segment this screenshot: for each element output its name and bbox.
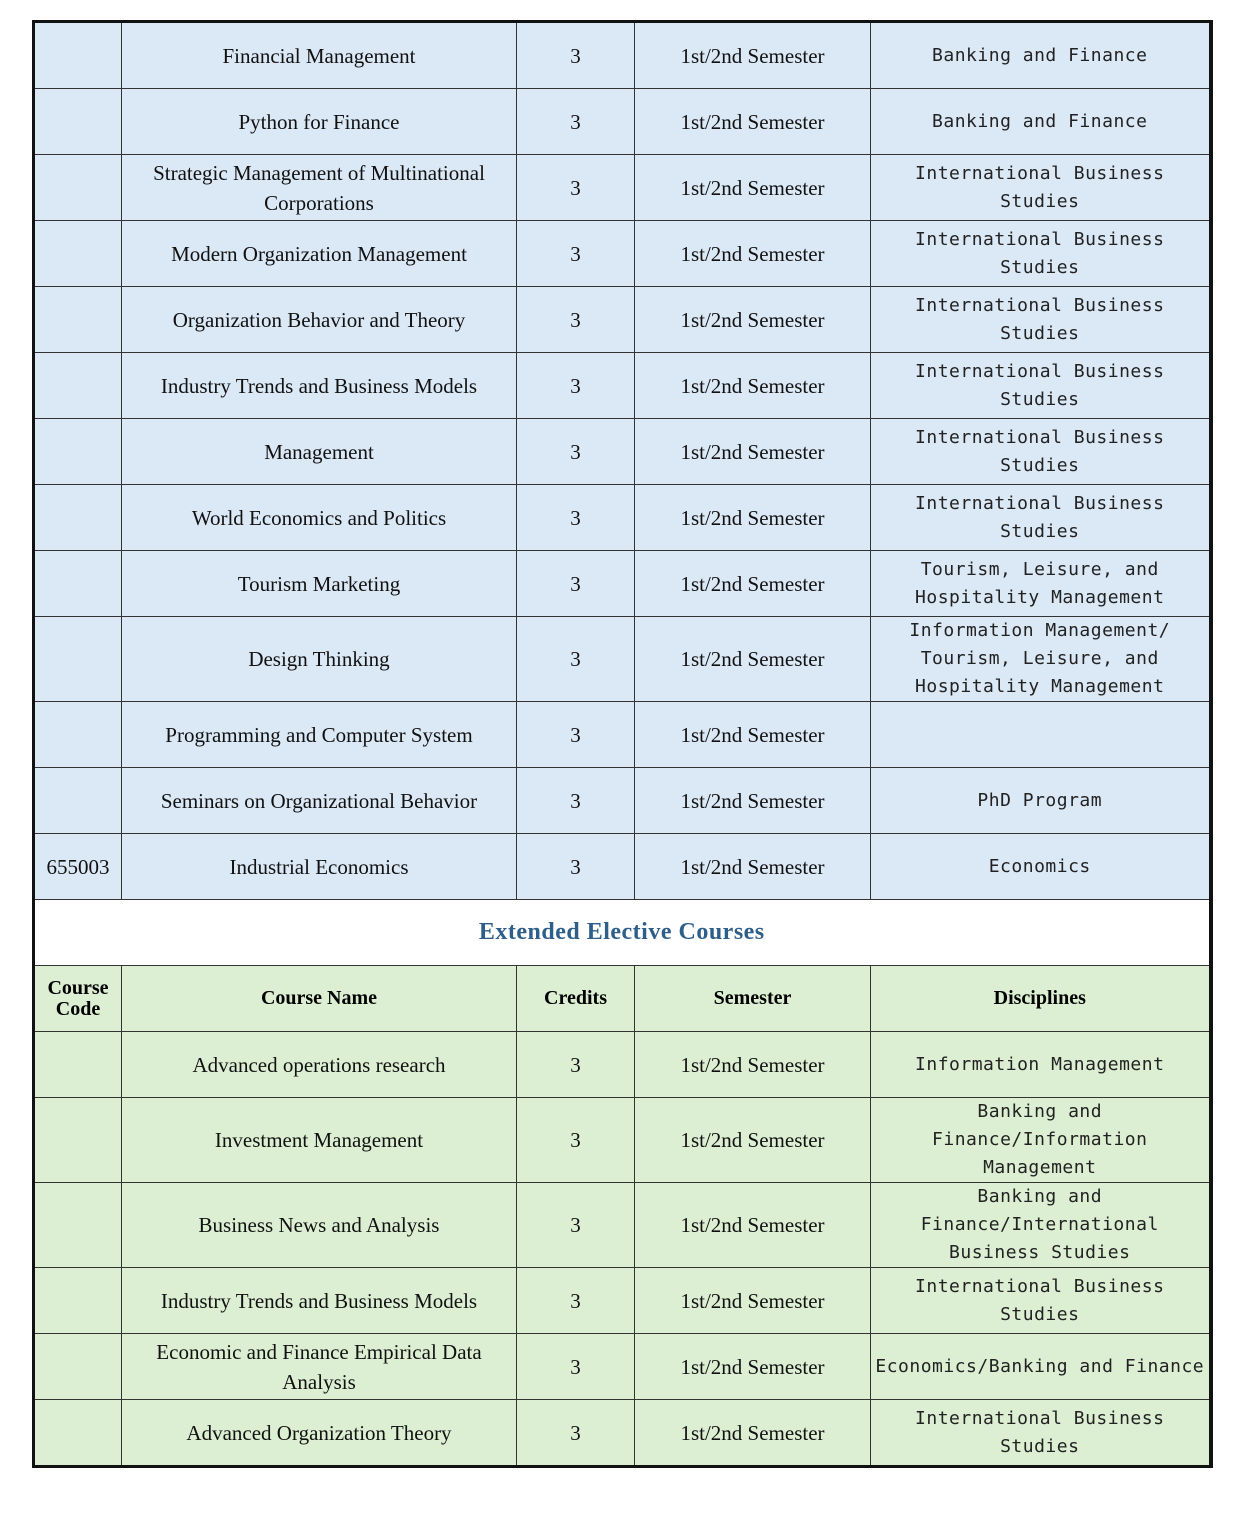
course-disciplines: Information Management bbox=[871, 1032, 1211, 1098]
course-disciplines: Information Management/ Tourism, Leisure, and Hospitality Management bbox=[871, 617, 1211, 702]
course-disciplines: International Business Studies bbox=[871, 353, 1211, 419]
course-name: Industrial Economics bbox=[122, 834, 517, 900]
course-name: Advanced operations research bbox=[122, 1032, 517, 1098]
course-credits: 3 bbox=[517, 1032, 635, 1098]
course-disciplines: Economics/Banking and Finance bbox=[871, 1334, 1211, 1400]
table-row bbox=[34, 1098, 1211, 1183]
course-name: Seminars on Organizational Behavior bbox=[122, 768, 517, 834]
course-name: Strategic Management of Multinational Corporations bbox=[122, 155, 517, 221]
course-credits: 3 bbox=[517, 1334, 635, 1400]
course-code bbox=[34, 155, 122, 221]
table-row bbox=[34, 834, 1211, 900]
course-semester: 1st/2nd Semester bbox=[635, 1268, 871, 1334]
course-semester: 1st/2nd Semester bbox=[635, 702, 871, 768]
course-semester: 1st/2nd Semester bbox=[635, 768, 871, 834]
table-row bbox=[34, 1183, 1211, 1268]
course-code bbox=[34, 768, 122, 834]
table-row bbox=[34, 1032, 1211, 1098]
course-credits: 3 bbox=[517, 768, 635, 834]
course-disciplines: International Business Studies bbox=[871, 485, 1211, 551]
course-credits: 3 bbox=[517, 1268, 635, 1334]
section-heading-row bbox=[34, 900, 1211, 966]
course-code bbox=[34, 89, 122, 155]
course-credits: 3 bbox=[517, 1400, 635, 1467]
course-name: Programming and Computer System bbox=[122, 702, 517, 768]
course-credits: 3 bbox=[517, 485, 635, 551]
course-credits: 3 bbox=[517, 353, 635, 419]
course-credits: 3 bbox=[517, 155, 635, 221]
course-code bbox=[34, 551, 122, 617]
course-credits: 3 bbox=[517, 834, 635, 900]
course-semester: 1st/2nd Semester bbox=[635, 155, 871, 221]
table-row bbox=[34, 1268, 1211, 1334]
course-semester: 1st/2nd Semester bbox=[635, 353, 871, 419]
course-code bbox=[34, 1268, 122, 1334]
course-code bbox=[34, 1183, 122, 1268]
header-credits: Credits bbox=[517, 966, 635, 1032]
course-name: Industry Trends and Business Models bbox=[122, 353, 517, 419]
table-row bbox=[34, 155, 1211, 221]
course-disciplines bbox=[871, 702, 1211, 768]
course-name: Advanced Organization Theory bbox=[122, 1400, 517, 1467]
course-name: Tourism Marketing bbox=[122, 551, 517, 617]
course-semester: 1st/2nd Semester bbox=[635, 221, 871, 287]
course-disciplines: International Business Studies bbox=[871, 287, 1211, 353]
course-semester: 1st/2nd Semester bbox=[635, 1334, 871, 1400]
table-row bbox=[34, 1334, 1211, 1400]
course-code bbox=[34, 287, 122, 353]
course-name: Economic and Finance Empirical Data Analysis bbox=[122, 1334, 517, 1400]
table-row bbox=[34, 89, 1211, 155]
course-semester: 1st/2nd Semester bbox=[635, 89, 871, 155]
course-disciplines: International Business Studies bbox=[871, 1400, 1211, 1467]
header-semester: Semester bbox=[635, 966, 871, 1032]
course-credits: 3 bbox=[517, 1183, 635, 1268]
course-code bbox=[34, 221, 122, 287]
table-row bbox=[34, 221, 1211, 287]
course-code bbox=[34, 485, 122, 551]
course-code bbox=[34, 1334, 122, 1400]
table-header-row bbox=[34, 966, 1211, 1032]
course-name: Financial Management bbox=[122, 22, 517, 89]
header-disciplines: Disciplines bbox=[871, 966, 1211, 1032]
course-name: Investment Management bbox=[122, 1098, 517, 1183]
course-semester: 1st/2nd Semester bbox=[635, 1032, 871, 1098]
table-row bbox=[34, 551, 1211, 617]
course-disciplines: Tourism, Leisure, and Hospitality Management bbox=[871, 551, 1211, 617]
course-semester: 1st/2nd Semester bbox=[635, 22, 871, 89]
header-course-code: Course Code bbox=[34, 966, 122, 1032]
course-code: 655003 bbox=[34, 834, 122, 900]
course-credits: 3 bbox=[517, 221, 635, 287]
course-disciplines: Banking and Finance bbox=[871, 89, 1211, 155]
course-semester: 1st/2nd Semester bbox=[635, 287, 871, 353]
course-name: Design Thinking bbox=[122, 617, 517, 702]
course-disciplines: Banking and Finance bbox=[871, 22, 1211, 89]
course-disciplines: International Business Studies bbox=[871, 1268, 1211, 1334]
course-code bbox=[34, 617, 122, 702]
course-code bbox=[34, 1098, 122, 1183]
course-credits: 3 bbox=[517, 1098, 635, 1183]
course-credits: 3 bbox=[517, 89, 635, 155]
course-name: World Economics and Politics bbox=[122, 485, 517, 551]
course-credits: 3 bbox=[517, 617, 635, 702]
table-row bbox=[34, 1400, 1211, 1467]
course-semester: 1st/2nd Semester bbox=[635, 1183, 871, 1268]
course-disciplines: Banking and Finance/Information Management bbox=[871, 1098, 1211, 1183]
course-code bbox=[34, 353, 122, 419]
course-semester: 1st/2nd Semester bbox=[635, 1098, 871, 1183]
table-row bbox=[34, 702, 1211, 768]
table-row bbox=[34, 617, 1211, 702]
course-disciplines: Banking and Finance/International Business Studies bbox=[871, 1183, 1211, 1268]
table-row bbox=[34, 287, 1211, 353]
course-credits: 3 bbox=[517, 702, 635, 768]
table-row bbox=[34, 353, 1211, 419]
section-title: Extended Elective Courses bbox=[34, 900, 1211, 966]
course-code bbox=[34, 1032, 122, 1098]
course-code bbox=[34, 1400, 122, 1467]
course-code bbox=[34, 702, 122, 768]
course-disciplines: International Business Studies bbox=[871, 419, 1211, 485]
course-name: Industry Trends and Business Models bbox=[122, 1268, 517, 1334]
course-credits: 3 bbox=[517, 22, 635, 89]
course-credits: 3 bbox=[517, 419, 635, 485]
course-credits: 3 bbox=[517, 551, 635, 617]
header-course-name: Course Name bbox=[122, 966, 517, 1032]
course-name: Management bbox=[122, 419, 517, 485]
course-credits: 3 bbox=[517, 287, 635, 353]
course-semester: 1st/2nd Semester bbox=[635, 617, 871, 702]
course-semester: 1st/2nd Semester bbox=[635, 485, 871, 551]
course-name: Organization Behavior and Theory bbox=[122, 287, 517, 353]
course-table bbox=[32, 20, 1213, 1468]
table-row bbox=[34, 768, 1211, 834]
course-name: Modern Organization Management bbox=[122, 221, 517, 287]
course-semester: 1st/2nd Semester bbox=[635, 1400, 871, 1467]
course-code bbox=[34, 22, 122, 89]
course-disciplines: PhD Program bbox=[871, 768, 1211, 834]
course-disciplines: Economics bbox=[871, 834, 1211, 900]
table-row bbox=[34, 419, 1211, 485]
course-name: Python for Finance bbox=[122, 89, 517, 155]
course-semester: 1st/2nd Semester bbox=[635, 551, 871, 617]
course-code bbox=[34, 419, 122, 485]
table-row bbox=[34, 485, 1211, 551]
course-disciplines: International Business Studies bbox=[871, 155, 1211, 221]
course-semester: 1st/2nd Semester bbox=[635, 834, 871, 900]
course-name: Business News and Analysis bbox=[122, 1183, 517, 1268]
course-disciplines: International Business Studies bbox=[871, 221, 1211, 287]
course-semester: 1st/2nd Semester bbox=[635, 419, 871, 485]
table-row bbox=[34, 22, 1211, 89]
